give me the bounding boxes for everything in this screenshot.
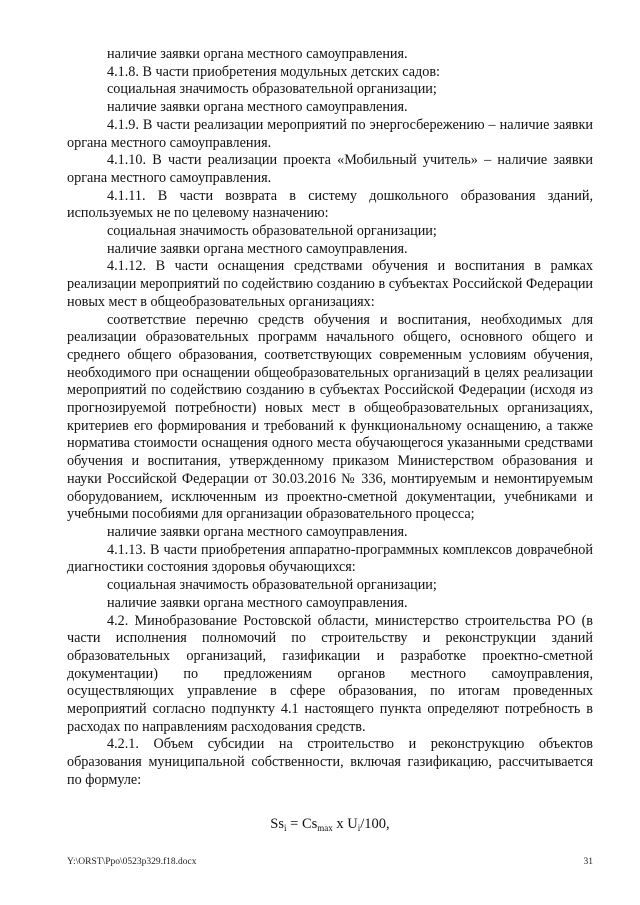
paragraph: 4.1.11. В части возврата в систему дошкольного образования зданий, используемых не по целевому назначению:: [67, 187, 593, 222]
paragraph: 4.1.13. В части приобретения аппаратно-программных комплексов доврачебной диагностики состояния здоровья обучающихся:: [67, 541, 593, 576]
paragraph: 4.1.9. В части реализации мероприятий по энергосбережению – наличие заявки органа местного самоуправления.: [67, 116, 593, 151]
formula-u-subscript: i: [357, 822, 361, 833]
file-path: Y:\ORST\Ppo\0523p329.f18.docx: [67, 857, 197, 867]
paragraph: наличие заявки органа местного самоуправления.: [107, 240, 408, 257]
paragraph: наличие заявки органа местного самоуправления.: [107, 46, 408, 62]
formula-tail: /100,: [360, 815, 390, 832]
paragraph: наличие заявки органа местного самоуправления.: [107, 99, 408, 116]
formula-ss: Ss: [270, 815, 285, 832]
paragraph: 4.2.1. Объем субсидии на строительство и реконструкцию объектов образования муниципальной собственности, включая газификацию, рассчитывается по формуле:: [67, 736, 593, 788]
paragraph: 4.1.8. В части приобретения модульных детских садов:: [107, 63, 440, 80]
subsidy-formula: [67, 816, 593, 838]
paragraph: социальная значимость образовательной организации;: [107, 81, 437, 98]
page-number: 31: [583, 857, 593, 867]
document-body: [67, 46, 593, 837]
paragraph: социальная значимость образовательной организации;: [107, 577, 437, 594]
paragraph: наличие заявки органа местного самоуправления.: [107, 523, 408, 540]
paragraph: соответствие перечню средств обучения и воспитания, необходимых для реализации образовательных программ начального общего, основного общего и среднего общего образования, соответствующих современным условиям обучения, необходимого при оснащении общеобразовательных организаций в целях реализации мероприятий по содействию созданию в субъектах Российской Федерации (исходя из прогнозируемой потребности) новых мест в общеобразовательных организациях, критериев его формирования и требований к функциональному оснащению, а также норматива стоимости оснащения одного места обучающегося указанными средствами обучения и воспитания, утвержденному приказом Министерством образования и науки Российской Федерации от 30.03.2016 № 336, монтируемым и немонтируемым оборудованием, исключенным из проектно-сметной документации, учебниками и учебными пособиями для организации образовательного процесса;: [67, 311, 593, 523]
paragraph: 4.1.12. В части оснащения средствами обучения и воспитания в рамках реализации мероприятий по содействию созданию в субъектах Российской Федерации новых мест в общеобразовательных организациях:: [67, 258, 593, 310]
formula-equals-cs: = Cs: [286, 815, 318, 832]
formula-ss-subscript: i: [284, 822, 287, 833]
paragraph: наличие заявки органа местного самоуправления.: [107, 594, 408, 611]
formula-cs-subscript: max: [317, 822, 333, 833]
paragraph: 4.1.10. В части реализации проекта «Мобильный учитель» – наличие заявки органа местного самоуправления.: [67, 152, 593, 186]
formula-times-u: x U: [332, 815, 358, 832]
paragraph: социальная значимость образовательной организации;: [107, 223, 437, 240]
paragraph: 4.2. Минобразование Ростовской области, министерство строительства РО (в части исполнения полномочий по строительству и реконструкции зданий образовательных организаций, газификации и разработке проектно-сметной документации) по предложениям органов местного самоуправления, осуществляющих управление в сфере образования, по итогам проведенных мероприятий согласно подпункту 4.1 настоящего пункта определяют потребность в расходах по направлениям расходования средств.: [67, 612, 593, 735]
